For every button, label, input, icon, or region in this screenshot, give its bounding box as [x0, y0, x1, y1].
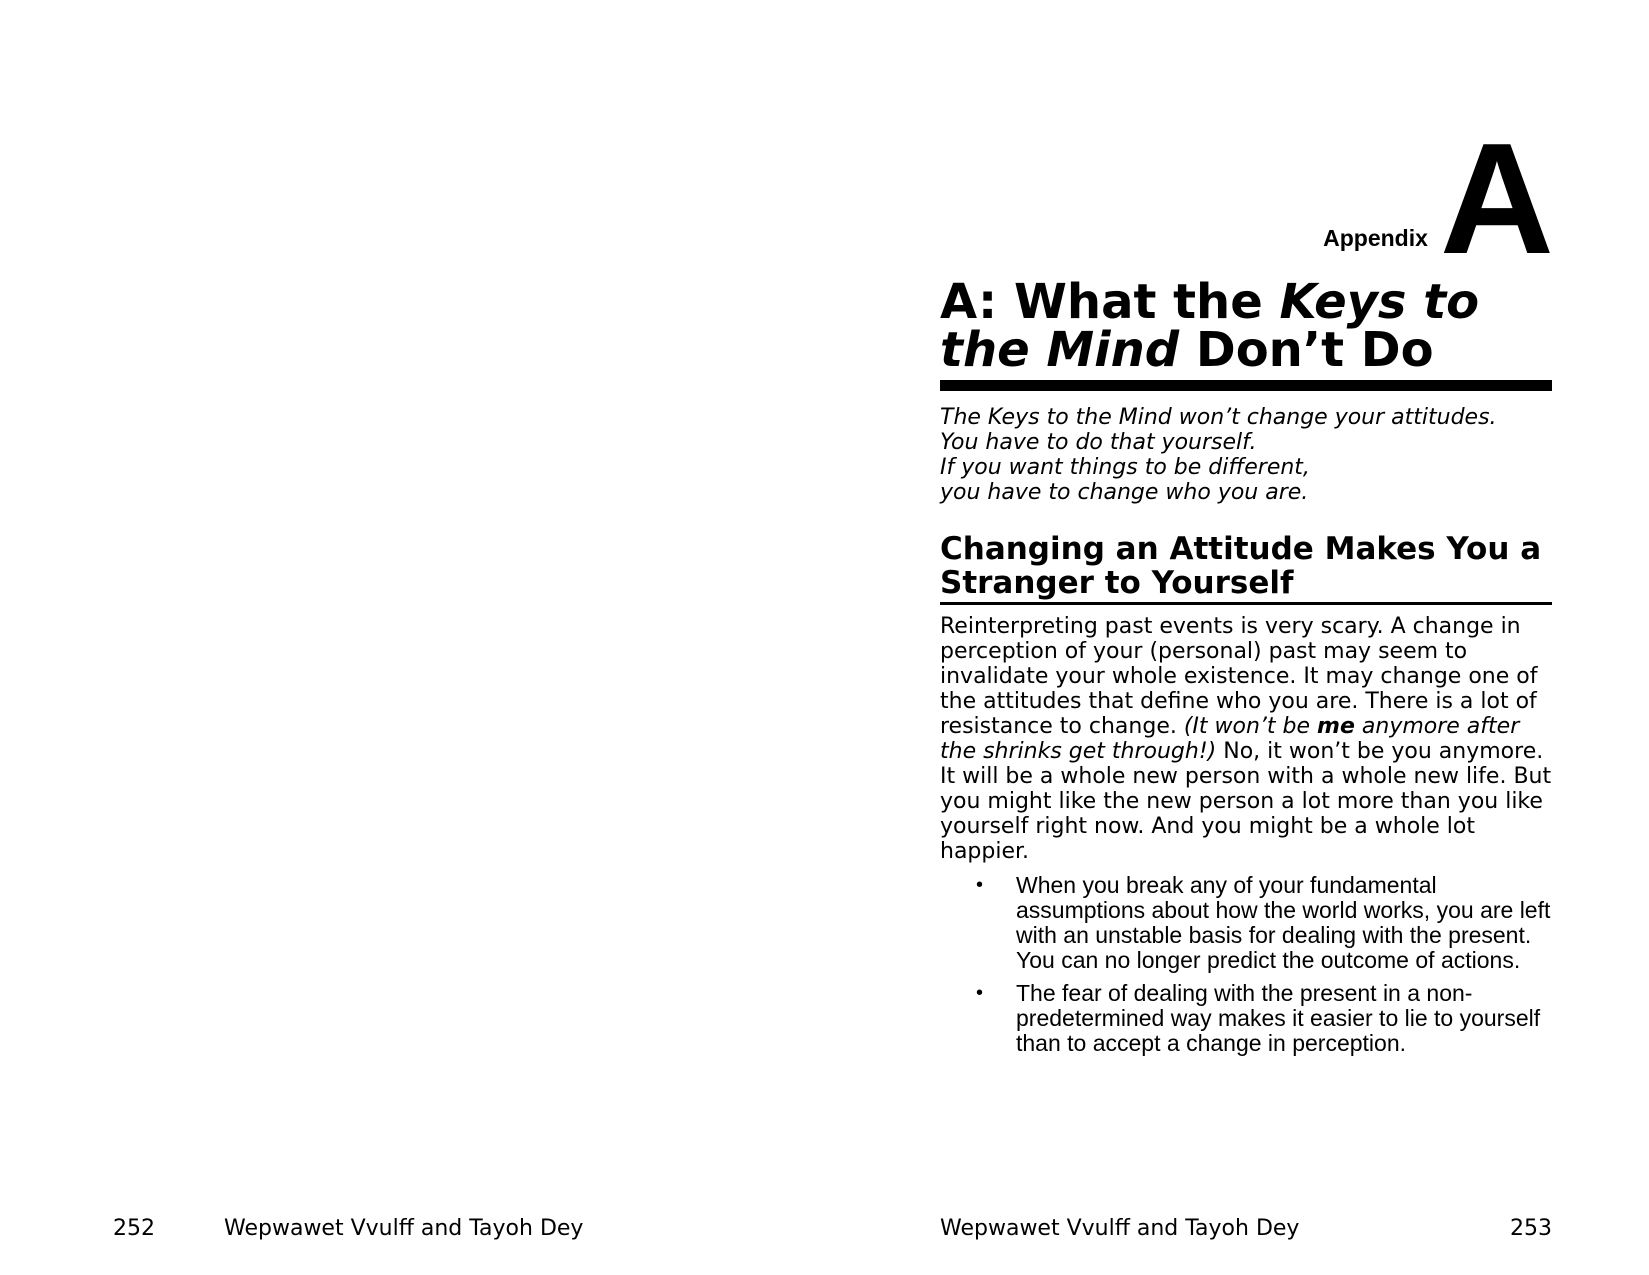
- content-column: [940, 274, 1552, 1064]
- chapter-badge: [824, 111, 1552, 287]
- list-item-text: The fear of dealing with the present in a non-predetermined way makes it easier to lie to yourself than to accept a change in perception.: [1016, 980, 1541, 1056]
- paragraph-italic-text: anymore after the shrinks get through!): [940, 714, 1520, 764]
- right-page-number: 253: [1510, 1216, 1552, 1241]
- paragraph-text: No, it won’t be you anymore. It will be a whole new person with a whole new life. But you might like the new person a lot more than you like yourself right now. And you might be a whole lot happier.: [940, 739, 1552, 864]
- right-page: [824, 0, 1649, 1275]
- bullet-icon: •: [976, 982, 984, 1004]
- epigraph-line: If you want things to be different,: [940, 455, 1310, 480]
- paragraph-text: Reinterpreting past events is very scary. A change in perception of your (personal) past may seem to invalidate your whole existence. It may change one of the attitudes that define who you are. There is a lot of resistance to change.: [940, 614, 1538, 739]
- section-heading: Changing an Attitude Makes You a Stranger to Yourself: [940, 532, 1552, 605]
- chapter-title: [940, 274, 1552, 391]
- left-running-footer: Wepwawet Vvulff and Tayoh Dey: [224, 1216, 584, 1241]
- chapter-title-suffix: Don’t Do: [1179, 322, 1434, 378]
- appendix-letter: A: [1439, 111, 1552, 287]
- body-paragraph: [940, 614, 1552, 864]
- paragraph-emphasis: me: [1317, 714, 1355, 739]
- list-item: [940, 981, 1552, 1056]
- epigraph-line: you have to change who you are.: [940, 480, 1309, 505]
- list-item-text: When you break any of your fundamental assumptions about how the world works, you are left with an unstable basis for dealing with the present. You can no longer predict the outcome of actions.: [1016, 872, 1551, 973]
- right-running-footer: Wepwawet Vvulff and Tayoh Dey: [940, 1216, 1300, 1241]
- left-page: [0, 0, 824, 1275]
- bullet-list: [940, 873, 1552, 1056]
- epigraph: [940, 405, 1552, 505]
- left-page-number: 252: [113, 1216, 155, 1241]
- list-item: [940, 873, 1552, 973]
- epigraph-line: The Keys to the Mind won’t change your attitudes.: [940, 405, 1497, 430]
- bullet-icon: •: [976, 874, 984, 896]
- chapter-title-prefix: A: What the: [940, 274, 1280, 330]
- paragraph-italic-text: (It won’t be: [1183, 714, 1318, 739]
- chapter-title-italic: Keys to the Mind: [940, 274, 1480, 378]
- epigraph-line: You have to do that yourself.: [940, 430, 1257, 455]
- appendix-label: Appendix: [1323, 225, 1428, 251]
